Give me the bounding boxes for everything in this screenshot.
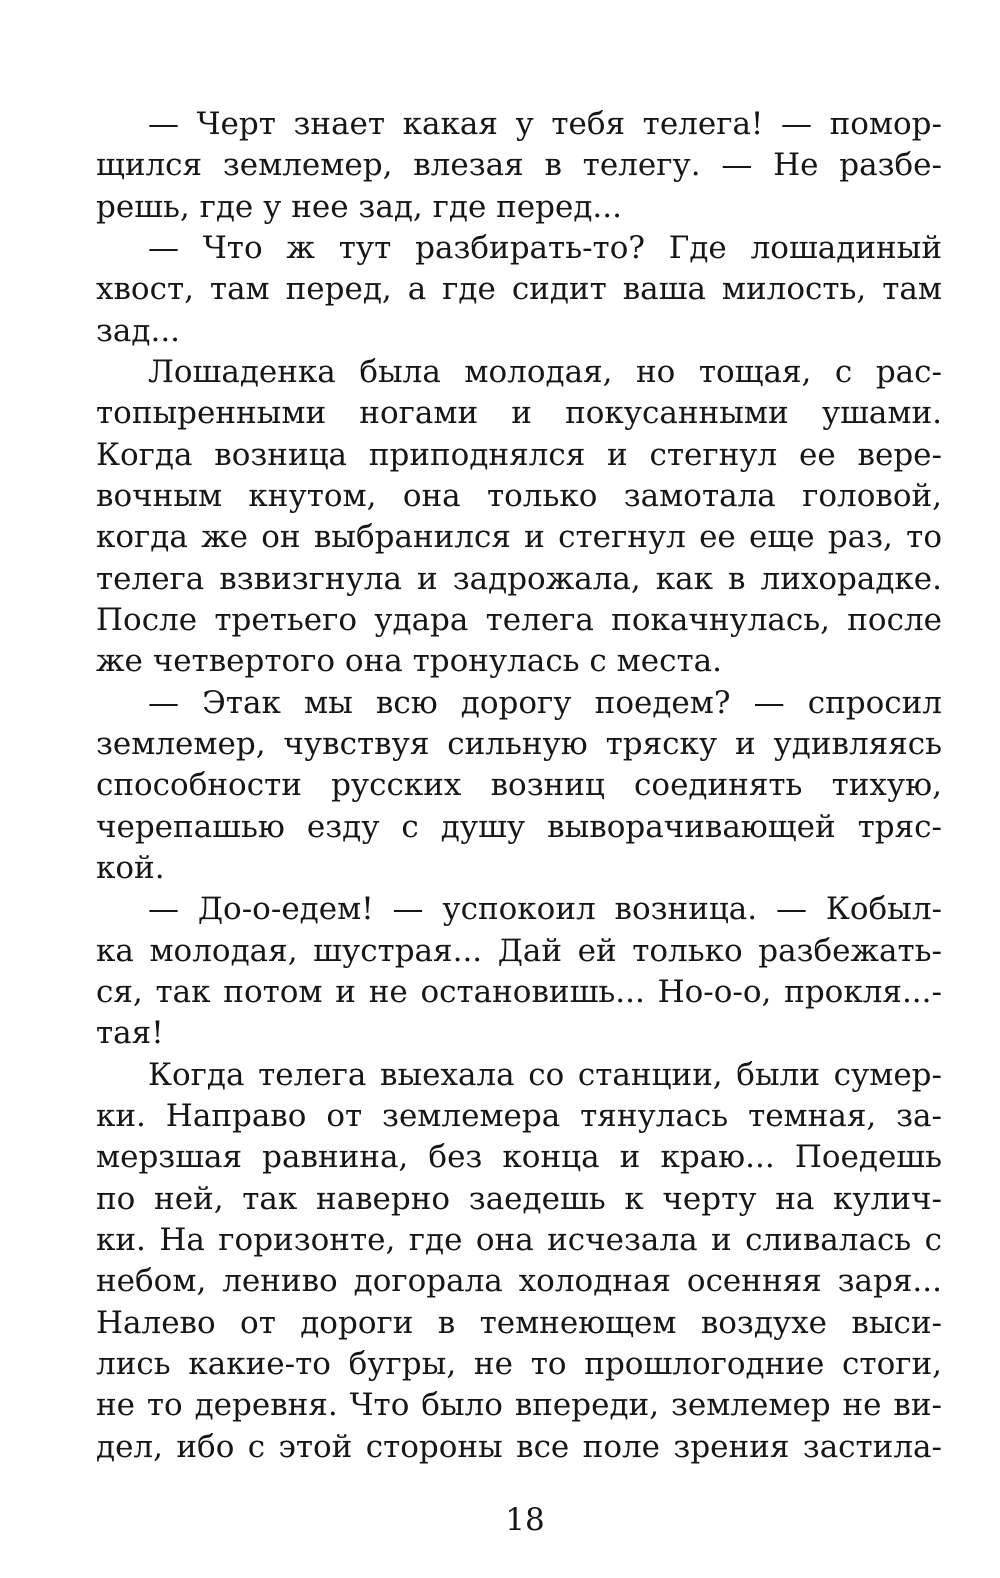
text-line: — До-о-едем! — успокоил возница. — Кобыл-	[148, 891, 942, 928]
text-line: способности русских возниц соединять тихую,	[96, 767, 942, 804]
text-line: Когда возница приподнялся и стегнул ее вере-	[96, 436, 942, 473]
text-line: землемер, чувствуя сильную тряску и удивляясь	[96, 725, 942, 762]
text-line: кой.	[96, 849, 165, 886]
text-line: лись какие-то бугры, не то прошлогодние стоги,	[96, 1345, 942, 1382]
text-line: щился землемер, влезая в телегу. — Не разбе-	[96, 147, 942, 184]
text-line: хвост, там перед, а где сидит ваша милость, там	[96, 271, 942, 308]
text-line: Когда телега выехала со станции, были сумер-	[148, 1056, 942, 1093]
text-line: по ней, так наверно заедешь к черту на кулич-	[96, 1180, 942, 1217]
text-line: не то деревня. Что было впереди, землемер не ви-	[96, 1387, 942, 1424]
text-line: ся, так потом и не остановишь... Но-о-о, прокля...-	[96, 973, 942, 1010]
text-line: — Этак мы всю дорогу поедем? — спросил	[148, 684, 942, 721]
text-line: ки. Направо от землемера тянулась темная, за-	[96, 1097, 942, 1134]
text-line: ка молодая, шустрая... Дай ей только разбежать-	[96, 932, 942, 969]
text-line: решь, где у нее зад, где перед...	[96, 188, 622, 225]
text-line: — Что ж тут разбирать-то? Где лошадиный	[148, 229, 942, 266]
text-line: После третьего удара телега покачнулась, после	[96, 601, 942, 638]
text-line: дел, ибо с этой стороны все поле зрения застила-	[96, 1428, 942, 1465]
text-line: топыренными ногами и покусанными ушами.	[96, 395, 942, 432]
page-number: 18	[505, 1502, 545, 1538]
text-line: ки. На горизонте, где она исчезала и сливалась с	[96, 1221, 942, 1258]
text-line: черепашью езду с душу выворачивающей тряс-	[96, 808, 942, 845]
text-line: — Черт знает какая у тебя телега! — помор-	[148, 106, 942, 142]
text-line: Лошаденка была молодая, но тощая, с рас-	[148, 353, 942, 390]
text-line: мерзшая равнина, без конца и краю... Поедешь	[96, 1139, 942, 1176]
text-line: вочным кнутом, она только замотала головой,	[96, 477, 942, 514]
text-line: небом, лениво догорала холодная осенняя заря...	[96, 1263, 942, 1300]
text-line: телега взвизгнула и задрожала, как в лихорадке.	[96, 560, 942, 597]
text-line: Налево от дороги в темнеющем воздухе выси-	[96, 1304, 942, 1341]
body-text	[96, 104, 942, 1468]
text-line: же четвертого она тронулась с места.	[96, 643, 722, 680]
text-line: тая!	[96, 1015, 164, 1052]
text-line: когда же он выбранился и стегнул ее еще раз, то	[96, 519, 942, 556]
text-line: зад...	[96, 312, 181, 349]
